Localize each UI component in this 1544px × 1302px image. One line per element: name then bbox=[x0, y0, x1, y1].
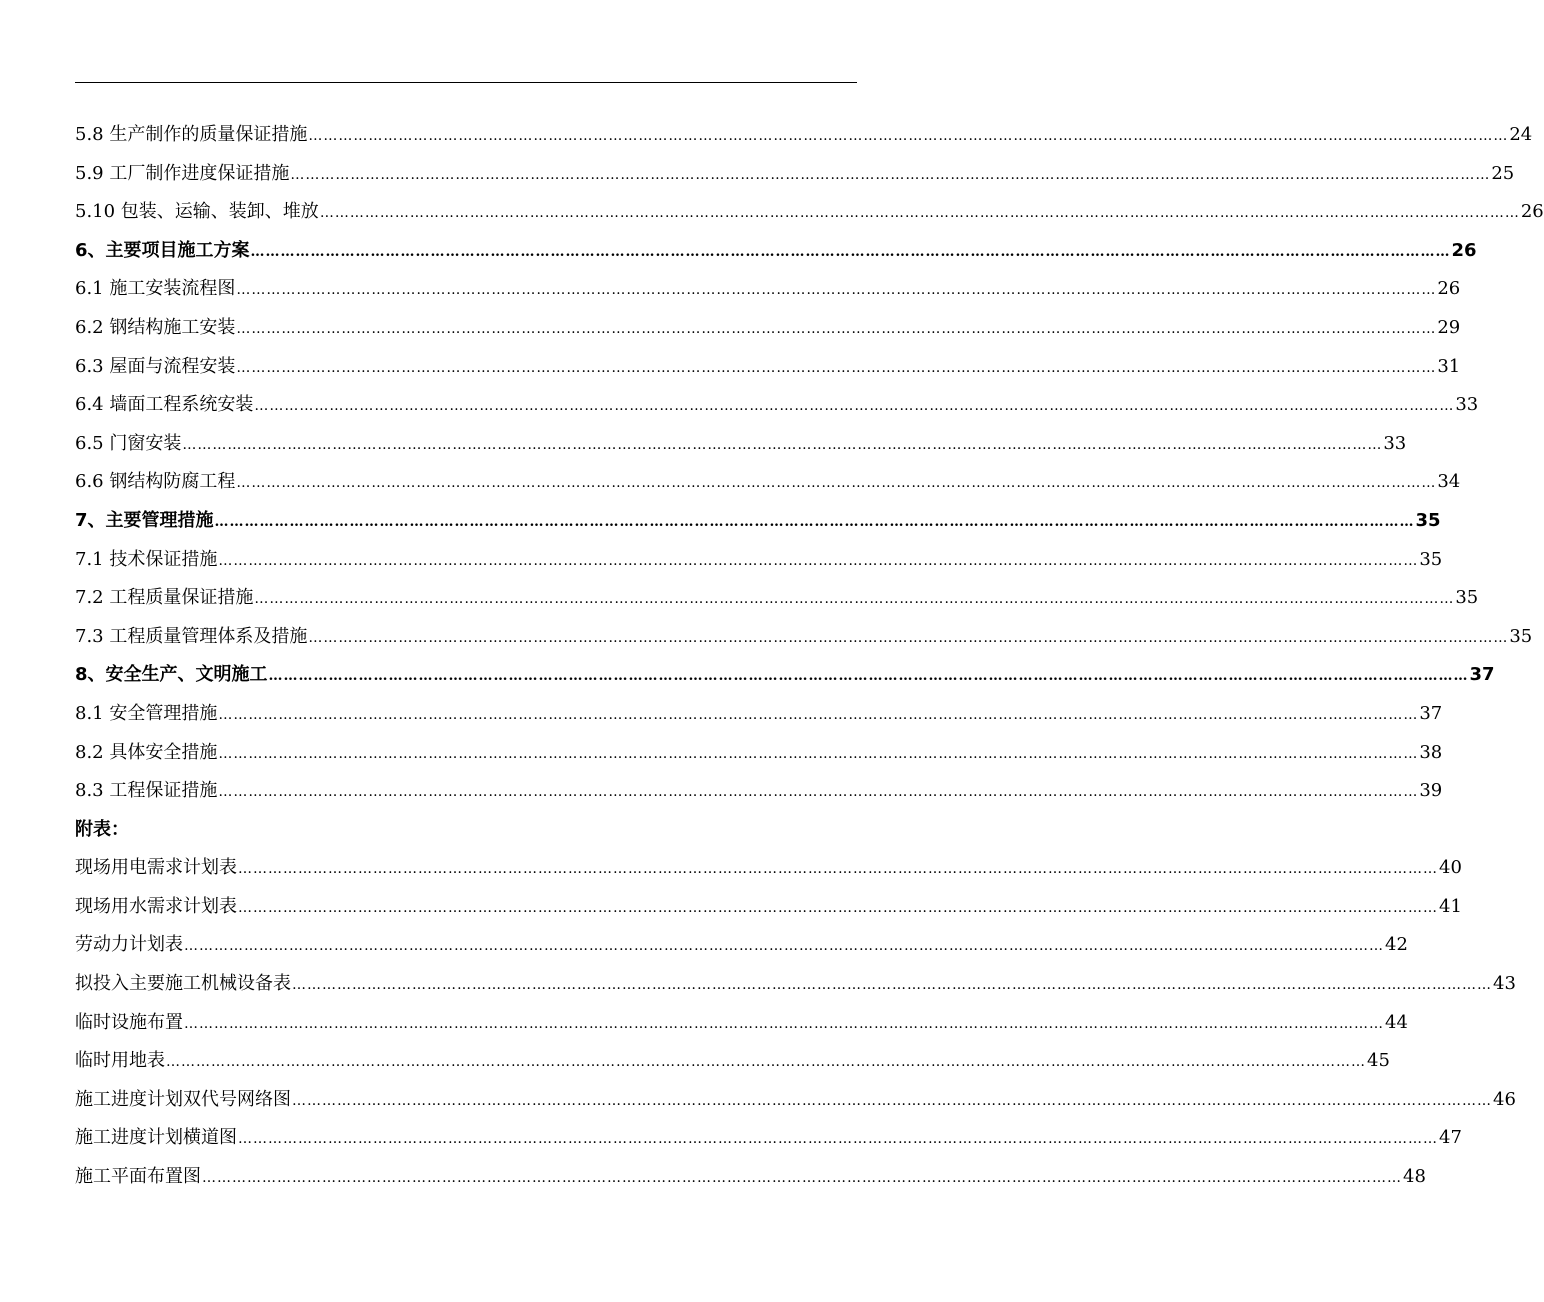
toc-entry-title: 5.9 工厂制作进度保证措施 bbox=[75, 162, 290, 184]
toc-dot-leader: …………………………………………………………………………………………………………………………………………………………………………………………………………………… bbox=[238, 1131, 1438, 1148]
toc-entry[interactable] bbox=[75, 1042, 1390, 1081]
toc-entry-title: 6.4 墙面工程系统安装 bbox=[75, 394, 254, 416]
appendix-label: 附表： bbox=[75, 818, 129, 840]
toc-dot-leader: …………………………………………………………………………………………………………………………………………………………………………………………………………………… bbox=[292, 977, 1492, 994]
toc-entry[interactable] bbox=[75, 232, 1477, 271]
toc-page-number: 41 bbox=[1439, 895, 1462, 917]
toc-entry[interactable] bbox=[75, 309, 1461, 348]
toc-entry[interactable] bbox=[75, 1158, 1426, 1197]
toc-entry[interactable] bbox=[75, 193, 1544, 232]
toc-dot-leader: …………………………………………………………………………………………………………………………………………………………………………………………………………………… bbox=[236, 359, 1437, 376]
toc-page-number: 33 bbox=[1383, 432, 1407, 454]
toc-dot-leader: …………………………………………………………………………………………………………………………………………………………………………………………………………………… bbox=[218, 745, 1419, 762]
toc-entry[interactable] bbox=[75, 695, 1443, 734]
toc-dot-leader: …………………………………………………………………………………………………………………………………………………………………………………………………………………… bbox=[236, 320, 1437, 337]
toc-entry[interactable] bbox=[75, 541, 1443, 580]
toc-entry-title: 拟投入主要施工机械设备表 bbox=[75, 973, 291, 995]
toc-entry[interactable] bbox=[75, 656, 1495, 695]
toc-dot-leader: …………………………………………………………………………………………………………………………………………………………………………………………………………………… bbox=[268, 668, 1469, 685]
toc-dot-leader: …………………………………………………………………………………………………………………………………………………………………………………………………………………… bbox=[214, 513, 1415, 530]
toc-entry-title: 8.3 工程保证措施 bbox=[75, 780, 218, 802]
toc-entry-title: 6.5 门窗安装 bbox=[75, 432, 182, 454]
toc-entry[interactable] bbox=[75, 1004, 1408, 1043]
toc-page-number: 34 bbox=[1437, 471, 1461, 493]
toc-page-number: 35 bbox=[1415, 509, 1441, 531]
toc-page-number: 45 bbox=[1367, 1050, 1390, 1072]
toc-entry[interactable] bbox=[75, 116, 1533, 155]
toc-entry-title: 劳动力计划表 bbox=[75, 934, 183, 956]
toc-page-number: 33 bbox=[1455, 394, 1479, 416]
toc-dot-leader: …………………………………………………………………………………………………………………………………………………………………………………………………………………… bbox=[319, 205, 1520, 222]
toc-page-number: 44 bbox=[1385, 1011, 1408, 1033]
toc-dot-leader: …………………………………………………………………………………………………………………………………………………………………………………………………………………… bbox=[182, 436, 1383, 453]
toc-page-number: 47 bbox=[1439, 1127, 1462, 1149]
toc-dot-leader: …………………………………………………………………………………………………………………………………………………………………………………………………………………… bbox=[254, 398, 1455, 415]
toc-page-number: 48 bbox=[1403, 1166, 1426, 1188]
toc-dot-leader: …………………………………………………………………………………………………………………………………………………………………………………………………………………… bbox=[218, 552, 1419, 569]
toc-entry-title: 临时用地表 bbox=[75, 1050, 165, 1072]
toc-entry-title: 8.1 安全管理措施 bbox=[75, 702, 218, 724]
toc-entry-title: 7.3 工程质量管理体系及措施 bbox=[75, 625, 308, 647]
toc-entry-title: 临时设施布置 bbox=[75, 1011, 183, 1033]
toc-entry[interactable] bbox=[75, 348, 1461, 387]
toc-page-number: 25 bbox=[1491, 162, 1515, 184]
toc-dot-leader: …………………………………………………………………………………………………………………………………………………………………………………………………………………… bbox=[292, 1092, 1492, 1109]
toc-entry-title: 6、主要项目施工方案 bbox=[75, 239, 250, 261]
toc-entry[interactable] bbox=[75, 926, 1408, 965]
toc-page-number: 38 bbox=[1419, 741, 1443, 763]
toc-page-number: 24 bbox=[1509, 124, 1533, 145]
table-of-contents bbox=[75, 116, 1544, 1197]
toc-page-number: 42 bbox=[1385, 934, 1408, 956]
toc-entry-title: 5.10 包装、运输、装卸、堆放 bbox=[75, 201, 319, 223]
toc-dot-leader: …………………………………………………………………………………………………………………………………………………………………………………………………………………… bbox=[238, 861, 1438, 878]
toc-dot-leader: …………………………………………………………………………………………………………………………………………………………………………………………………………………… bbox=[184, 1015, 1384, 1032]
toc-dot-leader: …………………………………………………………………………………………………………………………………………………………………………………………………………………… bbox=[308, 128, 1509, 144]
toc-page-number: 39 bbox=[1419, 780, 1443, 802]
toc-page-number: 26 bbox=[1437, 278, 1461, 300]
toc-dot-leader: …………………………………………………………………………………………………………………………………………………………………………………………………………………… bbox=[236, 475, 1437, 492]
toc-entry-title: 施工进度计划横道图 bbox=[75, 1127, 237, 1149]
toc-page-number: 37 bbox=[1419, 702, 1443, 724]
toc-entry[interactable] bbox=[75, 502, 1441, 541]
toc-dot-leader: …………………………………………………………………………………………………………………………………………………………………………………………………………………… bbox=[184, 938, 1384, 955]
toc-dot-leader: …………………………………………………………………………………………………………………………………………………………………………………………………………………… bbox=[218, 706, 1419, 723]
toc-dot-leader: …………………………………………………………………………………………………………………………………………………………………………………………………………………… bbox=[202, 1170, 1402, 1187]
toc-entry[interactable] bbox=[75, 734, 1443, 773]
toc-dot-leader: …………………………………………………………………………………………………………………………………………………………………………………………………………………… bbox=[250, 243, 1451, 260]
toc-dot-leader: …………………………………………………………………………………………………………………………………………………………………………………………………………………… bbox=[236, 282, 1437, 299]
toc-main-list bbox=[75, 116, 1544, 811]
toc-entry[interactable] bbox=[75, 772, 1443, 811]
toc-entry-title: 8、安全生产、文明施工 bbox=[75, 664, 268, 686]
toc-entry[interactable] bbox=[75, 1119, 1462, 1158]
toc-page-number: 29 bbox=[1437, 316, 1461, 338]
toc-entry[interactable] bbox=[75, 1081, 1516, 1120]
toc-dot-leader: …………………………………………………………………………………………………………………………………………………………………………………………………………………… bbox=[254, 591, 1455, 608]
toc-entry-title: 现场用电需求计划表 bbox=[75, 857, 237, 879]
toc-page-number: 26 bbox=[1451, 239, 1477, 261]
toc-entry-title: 8.2 具体安全措施 bbox=[75, 741, 218, 763]
toc-page-number: 40 bbox=[1439, 857, 1462, 879]
toc-appendix-list bbox=[75, 849, 1516, 1196]
toc-page-number: 37 bbox=[1469, 664, 1495, 686]
toc-page-number: 26 bbox=[1520, 201, 1544, 223]
toc-entry-title: 施工平面布置图 bbox=[75, 1166, 201, 1188]
toc-entry[interactable] bbox=[75, 618, 1533, 657]
toc-page-number: 35 bbox=[1509, 625, 1533, 647]
toc-dot-leader: …………………………………………………………………………………………………………………………………………………………………………………………………………………… bbox=[290, 166, 1491, 183]
toc-entry-title: 6.6 钢结构防腐工程 bbox=[75, 471, 236, 493]
toc-entry-title: 6.3 屋面与流程安装 bbox=[75, 355, 236, 377]
toc-page-number: 31 bbox=[1437, 355, 1461, 377]
toc-page-number: 35 bbox=[1455, 587, 1479, 609]
toc-page-number: 35 bbox=[1419, 548, 1443, 570]
toc-page-number: 43 bbox=[1493, 973, 1516, 995]
toc-dot-leader: …………………………………………………………………………………………………………………………………………………………………………………………………………………… bbox=[238, 899, 1438, 916]
toc-entry[interactable] bbox=[75, 425, 1407, 464]
toc-entry-title: 5.8 生产制作的质量保证措施 bbox=[75, 124, 308, 145]
toc-entry[interactable] bbox=[75, 155, 1515, 194]
toc-dot-leader: …………………………………………………………………………………………………………………………………………………………………………………………………………………… bbox=[166, 1054, 1366, 1071]
toc-entry[interactable] bbox=[75, 270, 1461, 309]
toc-entry-title: 6.1 施工安装流程图 bbox=[75, 278, 236, 300]
toc-entry-title: 6.2 钢结构施工安装 bbox=[75, 316, 236, 338]
toc-entry[interactable] bbox=[75, 849, 1462, 888]
toc-entry[interactable] bbox=[75, 579, 1479, 618]
header-rule bbox=[75, 82, 857, 83]
toc-entry-title: 现场用水需求计划表 bbox=[75, 895, 237, 917]
toc-entry-title: 7、主要管理措施 bbox=[75, 509, 214, 531]
toc-entry[interactable] bbox=[75, 888, 1462, 927]
toc-entry-title: 7.1 技术保证措施 bbox=[75, 548, 218, 570]
toc-entry[interactable] bbox=[75, 463, 1461, 502]
toc-dot-leader: …………………………………………………………………………………………………………………………………………………………………………………………………………………… bbox=[308, 629, 1509, 646]
toc-page-number: 46 bbox=[1493, 1088, 1516, 1110]
toc-dot-leader: …………………………………………………………………………………………………………………………………………………………………………………………………………………… bbox=[218, 784, 1419, 801]
toc-entry[interactable] bbox=[75, 965, 1516, 1004]
toc-entry-title: 施工进度计划双代号网络图 bbox=[75, 1088, 291, 1110]
toc-entry-title: 7.2 工程质量保证措施 bbox=[75, 587, 254, 609]
toc-entry[interactable] bbox=[75, 386, 1479, 425]
